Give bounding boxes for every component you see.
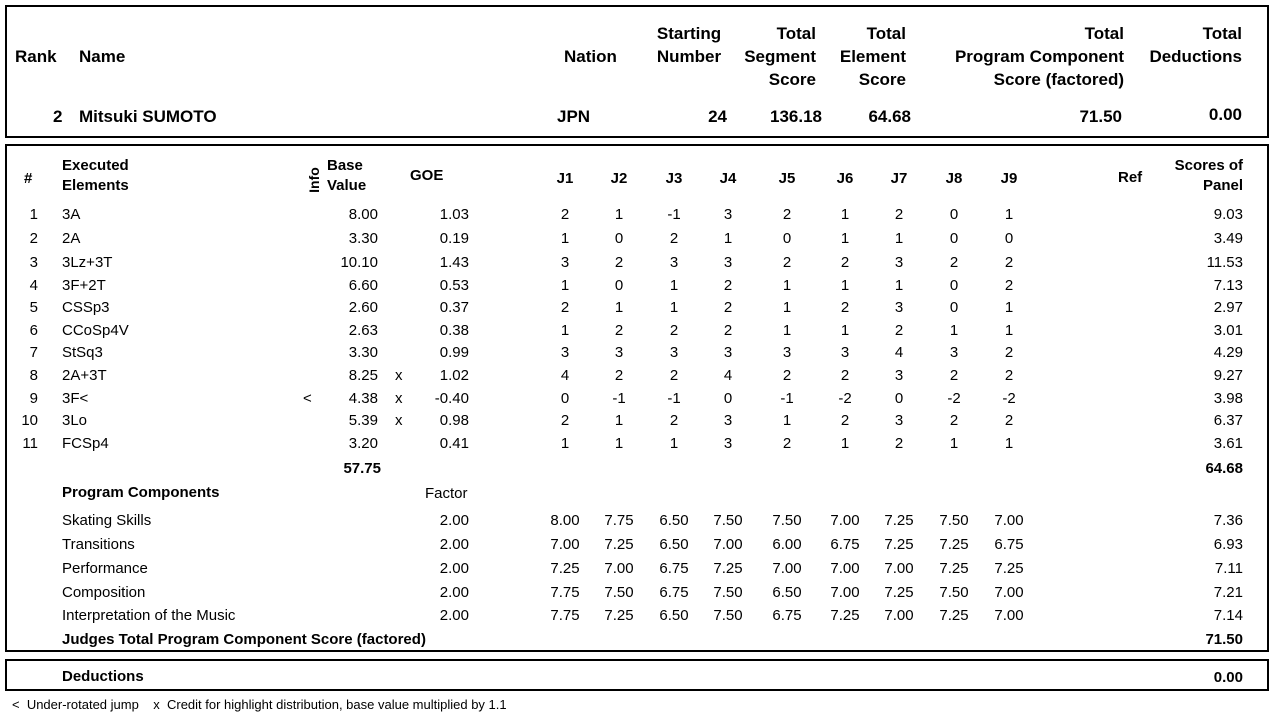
- pcs-total-label: Judges Total Program Component Score (factored): [62, 631, 426, 648]
- judge-score: 3: [723, 206, 733, 223]
- judge-mark: 7.50: [713, 584, 743, 601]
- skater-nation: JPN: [557, 107, 591, 126]
- element-goe: 1.43: [439, 254, 469, 271]
- judge-header-5: J5: [778, 170, 796, 187]
- judge-score: 1: [894, 230, 904, 247]
- element-goe: 1.03: [439, 206, 469, 223]
- judge-score: 1: [614, 206, 624, 223]
- skater-total-pcs: 71.50: [1079, 107, 1122, 126]
- judge-mark: 6.75: [830, 536, 860, 553]
- element-name: FCSp4: [62, 435, 109, 452]
- element-base-value: 2.63: [348, 322, 378, 339]
- col-total-deductions-header: Total Deductions: [1149, 24, 1242, 66]
- elements-score-total: 64.68: [1205, 460, 1243, 477]
- factor-header: Factor: [425, 485, 468, 502]
- judge-score: -2: [1002, 390, 1016, 407]
- judge-mark: 7.25: [713, 560, 743, 577]
- judge-score: 3: [669, 254, 679, 271]
- judge-score: 4: [560, 367, 570, 384]
- judge-mark: 6.50: [772, 584, 802, 601]
- component-panel-score: 7.36: [1213, 512, 1243, 529]
- judge-score: 2: [840, 412, 850, 429]
- element-goe: 0.53: [439, 277, 469, 294]
- judge-score: 3: [560, 344, 570, 361]
- component-factor: 2.00: [439, 607, 469, 624]
- judge-score: 0: [949, 277, 959, 294]
- judge-score: 1: [782, 299, 792, 316]
- element-goe: 0.98: [439, 412, 469, 429]
- judge-score: 1: [560, 277, 570, 294]
- element-name: 3Lo: [62, 412, 88, 429]
- judge-score: 0: [949, 299, 959, 316]
- element-base-value: 3.30: [348, 230, 378, 247]
- element-number: 10: [21, 412, 38, 429]
- pcs-total-value: 71.50: [1205, 631, 1243, 648]
- component-name: Composition: [62, 584, 146, 601]
- judge-mark: 7.00: [884, 560, 914, 577]
- judge-score: 2: [1004, 344, 1014, 361]
- skater-total-element-score: 64.68: [868, 107, 911, 126]
- element-base-value: 2.60: [348, 299, 378, 316]
- judge-mark: 7.25: [550, 560, 580, 577]
- judge-mark: 6.50: [659, 607, 689, 624]
- element-panel-score: 11.53: [1206, 254, 1243, 271]
- component-factor: 2.00: [439, 512, 469, 529]
- judge-score: 3: [723, 344, 733, 361]
- judge-score: 2: [782, 435, 792, 452]
- col-element-number-header: #: [24, 170, 33, 187]
- judge-score: 4: [894, 344, 904, 361]
- judge-mark: 6.75: [659, 560, 689, 577]
- component-panel-score: 7.14: [1213, 607, 1243, 624]
- element-panel-score: 9.03: [1213, 206, 1243, 223]
- element-base-value: 8.25: [348, 367, 378, 384]
- judge-mark: 7.00: [994, 512, 1024, 529]
- judge-score: 3: [723, 254, 733, 271]
- judge-score: 1: [614, 412, 624, 429]
- element-bonus-flag: x: [395, 390, 403, 407]
- component-panel-score: 7.11: [1214, 560, 1243, 577]
- judge-mark: 7.50: [939, 584, 969, 601]
- judge-mark: 7.25: [939, 560, 969, 577]
- judge-score: 2: [614, 254, 624, 271]
- component-name: Interpretation of the Music: [62, 607, 236, 624]
- judge-score: 0: [782, 230, 792, 247]
- judge-score: 2: [560, 299, 570, 316]
- judge-score: 2: [1004, 367, 1014, 384]
- element-name: 3F+2T: [62, 277, 106, 294]
- judge-score: 1: [782, 322, 792, 339]
- element-name: 3A: [62, 206, 81, 223]
- judge-score: 2: [723, 299, 733, 316]
- judge-header-4: J4: [719, 170, 737, 187]
- judge-mark: 7.75: [550, 607, 580, 624]
- judge-mark: 7.25: [884, 536, 914, 553]
- judge-score: 1: [840, 435, 850, 452]
- col-base-value-header: Base Value: [327, 157, 367, 194]
- judge-score: 2: [669, 412, 679, 429]
- col-goe-header: GOE: [410, 167, 444, 184]
- judge-score: 1: [669, 299, 679, 316]
- judge-score: 2: [782, 367, 792, 384]
- judge-mark: 6.50: [659, 536, 689, 553]
- judge-score: 1: [614, 299, 624, 316]
- judge-mark: 7.25: [939, 607, 969, 624]
- skater-total-deductions: 0.00: [1208, 105, 1242, 124]
- judge-score: 1: [840, 206, 850, 223]
- judge-mark: 7.00: [994, 607, 1024, 624]
- element-base-value: 3.20: [348, 435, 378, 452]
- judge-score: 3: [840, 344, 850, 361]
- judge-score: 2: [949, 412, 959, 429]
- judge-score: 2: [669, 230, 679, 247]
- judge-score: 1: [560, 230, 570, 247]
- deductions-box: [5, 659, 1269, 691]
- judge-score: 3: [723, 412, 733, 429]
- element-name: StSq3: [62, 344, 103, 361]
- judge-mark: 7.75: [550, 584, 580, 601]
- judge-mark: 6.75: [994, 536, 1024, 553]
- component-name: Skating Skills: [62, 512, 152, 529]
- component-factor: 2.00: [439, 560, 469, 577]
- judge-score: 3: [614, 344, 624, 361]
- program-components-title: Program Components: [62, 484, 220, 501]
- judge-score: 1: [669, 435, 679, 452]
- element-panel-score: 3.61: [1213, 435, 1243, 452]
- col-info-header: Info: [306, 167, 322, 193]
- judge-mark: 7.50: [713, 512, 743, 529]
- judge-score: 0: [614, 230, 624, 247]
- judge-mark: 7.50: [713, 607, 743, 624]
- element-number: 2: [29, 230, 38, 247]
- judge-mark: 6.75: [659, 584, 689, 601]
- judge-score: 1: [560, 322, 570, 339]
- element-base-value: 8.00: [348, 206, 378, 223]
- judge-mark: 7.00: [830, 584, 860, 601]
- judge-score: 2: [1004, 412, 1014, 429]
- judge-score: 1: [1004, 322, 1014, 339]
- element-bonus-flag: x: [395, 412, 403, 429]
- col-ref-header: Ref: [1118, 169, 1143, 186]
- judge-score: 3: [723, 435, 733, 452]
- element-panel-score: 7.13: [1213, 277, 1243, 294]
- judge-score: 0: [949, 206, 959, 223]
- judge-score: 0: [560, 390, 570, 407]
- legend: < Under-rotated jump x Credit for highlight distribution, base value multiplied by 1.1: [12, 697, 507, 712]
- component-name: Performance: [62, 560, 148, 577]
- element-info: <: [303, 390, 312, 407]
- judge-score: 3: [782, 344, 792, 361]
- judge-mark: 7.00: [994, 584, 1024, 601]
- element-number: 1: [29, 206, 38, 223]
- judge-score: 3: [669, 344, 679, 361]
- judge-score: 2: [669, 322, 679, 339]
- judge-mark: 7.25: [994, 560, 1024, 577]
- judge-mark: 7.25: [830, 607, 860, 624]
- col-name-header: Name: [79, 47, 126, 66]
- judge-mark: 7.00: [550, 536, 580, 553]
- judge-score: 1: [614, 435, 624, 452]
- element-goe: 0.41: [439, 435, 469, 452]
- element-panel-score: 6.37: [1213, 412, 1243, 429]
- element-number: 6: [29, 322, 38, 339]
- element-base-value: 3.30: [348, 344, 378, 361]
- judge-score: 1: [949, 435, 959, 452]
- judge-score: 1: [840, 322, 850, 339]
- judge-header-7: J7: [890, 170, 908, 187]
- judge-score: 3: [949, 344, 959, 361]
- judge-score: 1: [782, 277, 792, 294]
- element-name: 2A+3T: [62, 367, 107, 384]
- judge-score: 2: [840, 367, 850, 384]
- judge-header-8: J8: [945, 170, 963, 187]
- judge-mark: 7.50: [939, 512, 969, 529]
- element-number: 8: [29, 367, 38, 384]
- judge-mark: 6.75: [772, 607, 802, 624]
- element-panel-score: 9.27: [1213, 367, 1243, 384]
- judge-score: 3: [894, 254, 904, 271]
- skater-rank: 2: [53, 107, 63, 126]
- judge-score: 2: [669, 367, 679, 384]
- element-panel-score: 3.98: [1213, 390, 1243, 407]
- judge-score: 2: [723, 322, 733, 339]
- judge-score: 2: [1004, 254, 1014, 271]
- judge-score: 2: [949, 254, 959, 271]
- judge-score: 1: [1004, 206, 1014, 223]
- judge-mark: 7.00: [830, 560, 860, 577]
- element-number: 7: [29, 344, 38, 361]
- judge-score: 0: [614, 277, 624, 294]
- judge-mark: 7.00: [884, 607, 914, 624]
- element-bonus-flag: x: [395, 367, 403, 384]
- col-rank-header: Rank: [15, 47, 57, 66]
- judge-mark: 6.00: [772, 536, 802, 553]
- judge-score: 2: [1004, 277, 1014, 294]
- judge-mark: 7.50: [604, 584, 634, 601]
- element-number: 5: [29, 299, 38, 316]
- judge-score: 1: [782, 412, 792, 429]
- judge-score: 2: [894, 206, 904, 223]
- judge-score: 2: [840, 299, 850, 316]
- judge-header-1: J1: [556, 170, 574, 187]
- judge-score: 3: [894, 299, 904, 316]
- judge-score: -1: [612, 390, 626, 407]
- judge-mark: 7.25: [604, 607, 634, 624]
- col-scores-of-panel-header: Scores of Panel: [1174, 157, 1243, 194]
- element-goe: 0.38: [439, 322, 469, 339]
- judge-score: 2: [560, 206, 570, 223]
- deductions-value: 0.00: [1213, 669, 1243, 686]
- base-value-total: 57.75: [343, 460, 381, 477]
- judge-header-6: J6: [836, 170, 854, 187]
- judge-mark: 7.25: [884, 512, 914, 529]
- judge-score: -1: [667, 206, 681, 223]
- judge-score: 2: [614, 322, 624, 339]
- judge-score: 1: [669, 277, 679, 294]
- element-goe: -0.40: [434, 390, 469, 407]
- judge-score: 1: [840, 230, 850, 247]
- judge-mark: 8.00: [550, 512, 580, 529]
- judge-score: -1: [667, 390, 681, 407]
- judge-mark: 7.25: [604, 536, 634, 553]
- judge-score: 0: [949, 230, 959, 247]
- element-panel-score: 4.29: [1213, 344, 1243, 361]
- judge-header-3: J3: [665, 170, 683, 187]
- skater-total-segment-score: 136.18: [770, 107, 822, 126]
- judge-score: 4: [723, 367, 733, 384]
- judge-mark: 7.75: [604, 512, 634, 529]
- judge-mark: 7.00: [713, 536, 743, 553]
- col-total-segment-score-header: Total Segment Score: [744, 24, 816, 89]
- judge-score: 0: [723, 390, 733, 407]
- judge-score: 2: [723, 277, 733, 294]
- judge-score: 0: [1004, 230, 1014, 247]
- judge-score: 1: [723, 230, 733, 247]
- element-base-value: 4.38: [348, 390, 378, 407]
- judge-mark: 7.00: [830, 512, 860, 529]
- judge-score: 2: [894, 322, 904, 339]
- judge-score: 2: [949, 367, 959, 384]
- judge-score: 2: [560, 412, 570, 429]
- judge-score: 1: [840, 277, 850, 294]
- skater-name: Mitsuki SUMOTO: [79, 107, 217, 126]
- judge-score: 1: [1004, 299, 1014, 316]
- element-name: CSSp3: [62, 299, 110, 316]
- judge-score: 3: [894, 412, 904, 429]
- col-executed-elements-header: Executed Elements: [62, 157, 129, 194]
- deductions-label: Deductions: [62, 668, 144, 685]
- judge-mark: 7.00: [772, 560, 802, 577]
- judge-mark: 7.25: [939, 536, 969, 553]
- element-number: 4: [29, 277, 38, 294]
- component-name: Transitions: [62, 536, 135, 553]
- col-total-pcs-header: Total Program Component Score (factored): [954, 24, 1124, 89]
- element-base-value: 5.39: [348, 412, 378, 429]
- element-name: 2A: [62, 230, 81, 247]
- element-name: CCoSp4V: [62, 322, 129, 339]
- judge-mark: 6.50: [659, 512, 689, 529]
- element-number: 9: [29, 390, 38, 407]
- judge-mark: 7.50: [772, 512, 802, 529]
- judge-score: 3: [560, 254, 570, 271]
- judge-header-9: J9: [1000, 170, 1018, 187]
- col-nation-header: Nation: [564, 47, 617, 66]
- judge-score: 2: [840, 254, 850, 271]
- judge-score: 3: [894, 367, 904, 384]
- skater-starting-number: 24: [708, 107, 727, 126]
- col-total-element-score-header: Total Element Score: [839, 24, 906, 89]
- element-panel-score: 2.97: [1213, 299, 1243, 316]
- judge-score: 0: [894, 390, 904, 407]
- judge-mark: 7.00: [604, 560, 634, 577]
- judge-score: 1: [1004, 435, 1014, 452]
- judge-score: -1: [780, 390, 794, 407]
- element-goe: 0.99: [439, 344, 469, 361]
- judge-score: -2: [947, 390, 961, 407]
- component-panel-score: 7.21: [1213, 584, 1243, 601]
- judge-score: -2: [838, 390, 852, 407]
- judge-score: 1: [560, 435, 570, 452]
- element-name: 3Lz+3T: [62, 254, 113, 271]
- component-factor: 2.00: [439, 584, 469, 601]
- element-name: 3F<: [62, 390, 89, 407]
- col-starting-number-header: Starting Number: [656, 24, 722, 66]
- element-number: 11: [22, 435, 38, 452]
- element-number: 3: [29, 254, 38, 271]
- judge-score: 1: [949, 322, 959, 339]
- judge-score: 2: [894, 435, 904, 452]
- judge-mark: 7.25: [884, 584, 914, 601]
- component-panel-score: 6.93: [1213, 536, 1243, 553]
- judge-score: 2: [614, 367, 624, 384]
- judge-score: 1: [894, 277, 904, 294]
- element-goe: 1.02: [439, 367, 469, 384]
- judge-header-2: J2: [610, 170, 628, 187]
- component-factor: 2.00: [439, 536, 469, 553]
- element-base-value: 6.60: [348, 277, 378, 294]
- element-base-value: 10.10: [340, 254, 378, 271]
- judge-score: 2: [782, 254, 792, 271]
- element-goe: 0.37: [439, 299, 469, 316]
- element-panel-score: 3.01: [1213, 322, 1243, 339]
- judge-score: 2: [782, 206, 792, 223]
- element-panel-score: 3.49: [1213, 230, 1243, 247]
- element-goe: 0.19: [439, 230, 469, 247]
